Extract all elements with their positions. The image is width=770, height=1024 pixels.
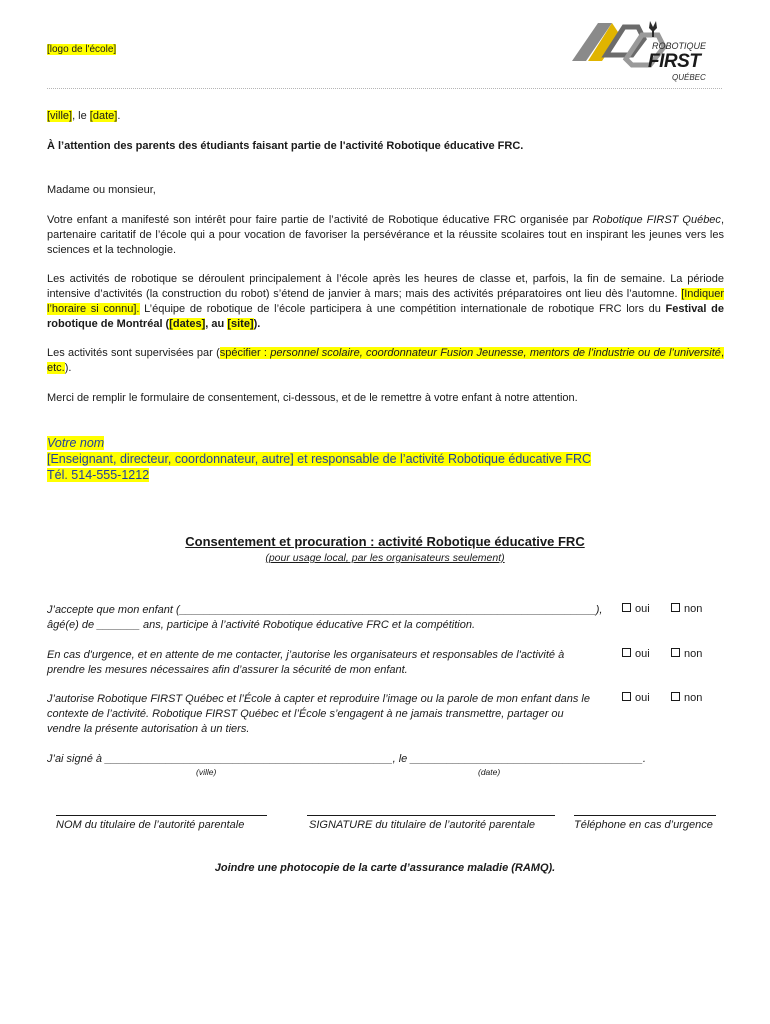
sender-phone: Tél. 514-555-1212 bbox=[47, 468, 150, 482]
signed-at-line[interactable]: J’ai signé à _______________________________________________, le ______________________________________. bbox=[47, 753, 646, 765]
attention-line: À l’attention des parents des étudiants faisant partie de l'activité Robotique éducative FRC. bbox=[47, 140, 524, 152]
logo-text-robotique: ROBOTIQUE bbox=[652, 41, 707, 51]
signature-line[interactable] bbox=[307, 815, 555, 816]
header-divider bbox=[47, 88, 722, 89]
checkbox-icon bbox=[671, 648, 680, 657]
site-placeholder: [site] bbox=[227, 318, 254, 330]
paragraph-3: Les activités sont supervisées par (spécifier : personnel scolaire, coordonnateur Fusion Jeunesse, mentors de l’industrie ou de l’université, etc.). bbox=[47, 347, 724, 374]
checkbox-icon bbox=[622, 603, 631, 612]
q3-non-checkbox[interactable]: non bbox=[671, 692, 702, 704]
consent-q3: J’autorise Robotique FIRST Québec et l’École à capter et reproduire l’image ou la parole de mon enfant dans le contexte de l’activité. Robotique FIRST Québec et l’École s’engagent à ne jamais transmettre, partager ou vendre la présente autorisation à un tiers. bbox=[47, 693, 590, 735]
consent-title: Consentement et procuration : activité Robotique éducative FRC bbox=[185, 534, 585, 549]
checkbox-icon bbox=[622, 692, 631, 701]
q2-oui-checkbox[interactable]: oui bbox=[622, 648, 650, 660]
ville-label: (ville) bbox=[196, 767, 217, 777]
q1-oui-checkbox[interactable]: oui bbox=[622, 603, 650, 615]
schedule-placeholder: [Indiquer l’horaire si connu]. bbox=[47, 288, 724, 315]
checkbox-icon bbox=[671, 692, 680, 701]
q2-non-checkbox[interactable]: non bbox=[671, 648, 702, 660]
consent-q1: J’accepte que mon enfant (____________________________________________________________________), âgé(e) de _______ ans, participe à l’activité Robotique éducative FRC et la compétition. bbox=[47, 604, 603, 631]
supervisors-list: personnel scolaire, coordonnateur Fusion Jeunesse, mentors de l’industrie ou de l’université bbox=[270, 347, 721, 359]
ramq-note: Joindre une photocopie de la carte d’assurance maladie (RAMQ). bbox=[214, 862, 556, 874]
phone-signature-line[interactable] bbox=[574, 815, 716, 816]
checkbox-icon bbox=[671, 603, 680, 612]
consent-subtitle: (pour usage local, par les organisateurs seulement) bbox=[265, 552, 505, 564]
sender-role: [Enseignant, directeur, coordonnateur, autre] et responsable de l’activité Robotique éducative FRC bbox=[47, 452, 592, 466]
signature-label: SIGNATURE du titulaire de l’autorité parentale bbox=[309, 819, 536, 831]
sender-name: Votre nom bbox=[47, 436, 105, 450]
nom-signature-line[interactable] bbox=[56, 815, 267, 816]
nom-label: NOM du titulaire de l’autorité parentale bbox=[56, 819, 245, 831]
paragraph-2: Les activités de robotique se déroulent principalement à l’école après les heures de classe et, parfois, la fin de semaine. La période intensive d’activités (la construction du robot) s’étend de janvier à mars; mais des activités préparatoires ont lieu dès l’automne. [Indiquer l’horaire si connu]. L’équipe de robotique de l’école participera à une compétition internationale de robotique FRC lors du Festival de robotique de Montréal ([dates], au [site]). bbox=[47, 273, 724, 330]
logo-placeholder: [logo de l'école] bbox=[47, 44, 117, 55]
logo-text-quebec: QUÉBEC bbox=[672, 73, 706, 82]
consent-q2: En cas d'urgence, et en attente de me contacter, j’autorise les organisateurs et responsables de l'activité à prendre les mesures nécessaires afin d’assurer la sécurité de mon enfant. bbox=[47, 649, 565, 676]
phone-label: Téléphone en cas d’urgence bbox=[574, 819, 713, 831]
paragraph-4: Merci de remplir le formulaire de consentement, ci-dessous, et de le remettre à votre enfant à notre attention. bbox=[47, 392, 578, 404]
date-placeholder: [date] bbox=[89, 110, 118, 122]
q1-non-checkbox[interactable]: non bbox=[671, 603, 702, 615]
city-placeholder: [ville] bbox=[47, 110, 73, 122]
q3-oui-checkbox[interactable]: oui bbox=[622, 692, 650, 704]
robotique-first-quebec-logo bbox=[568, 15, 726, 87]
logo-text-first: FIRST bbox=[648, 51, 701, 72]
dates-placeholder: [dates] bbox=[169, 318, 206, 330]
paragraph-1: Votre enfant a manifesté son intérêt pour faire partie de l’activité de Robotique éducative FRC organisée par Robotique FIRST Québec, partenaire caritatif de l’école qui a pour vocation de favoriser la persévérance et la réussite scolaires tout en inspirant les jeunes vers les sciences et la technologie. bbox=[47, 214, 724, 256]
date-line: [ville], le [date]. bbox=[47, 110, 121, 122]
sender-signature-block bbox=[47, 435, 591, 483]
date-label: (date) bbox=[478, 767, 501, 777]
checkbox-icon bbox=[622, 648, 631, 657]
salutation: Madame ou monsieur, bbox=[47, 184, 156, 196]
org-name: Robotique FIRST Québec bbox=[592, 214, 721, 226]
